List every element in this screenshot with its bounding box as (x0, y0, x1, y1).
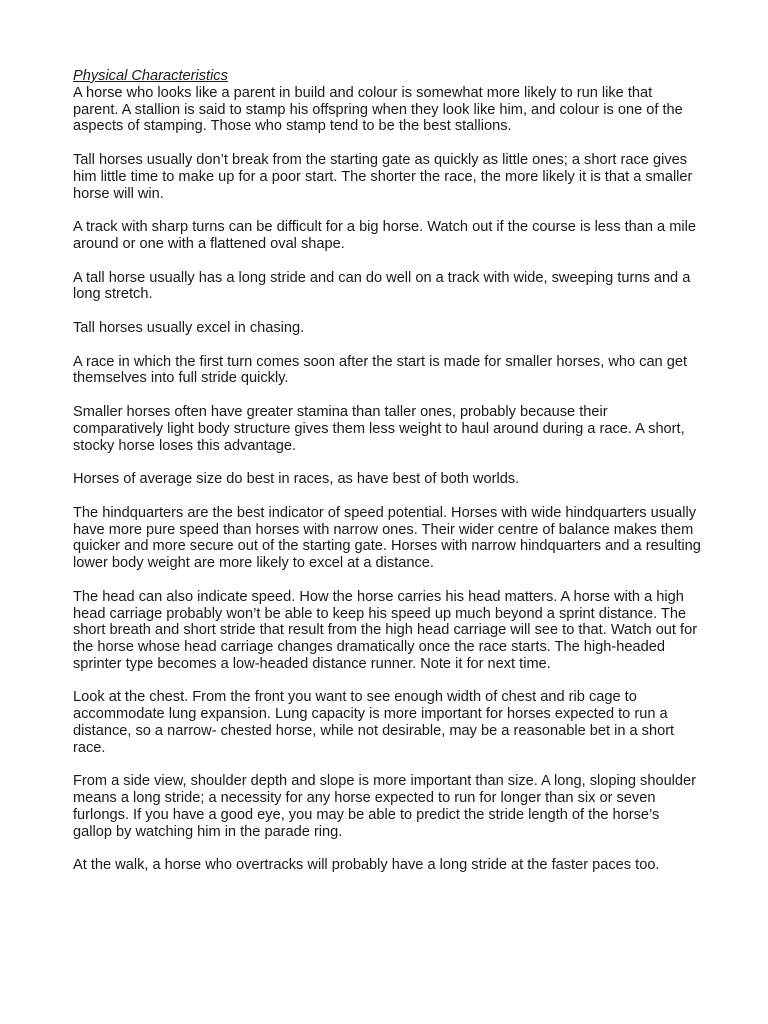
paragraph-long-stride: A tall horse usually has a long stride and can do well on a track with wide, sweeping turns and a long stretch. (73, 269, 691, 303)
paragraph-parent-resemblance: A horse who looks like a parent in build and colour is somewhat more likely to run like that parent. A stallion is said to stamp his offspring when they look like him, and colour is one of the aspects of stamping. Those who stamp tend to be the best stallions. (73, 84, 683, 135)
paragraph-head-carriage: The head can also indicate speed. How the horse carries his head matters. A horse with a high head carriage probably won’t be able to keep his speed up much beyond a sprint distance. The short breath and short stride that result from the high head carriage will see to that. Watch out for the horse whose head carriage changes dramatically once the race starts. The high-headed sprinter type becomes a low-headed distance runner. Note it for next time. (73, 588, 698, 672)
paragraph-tall-horses-gate: Tall horses usually don’t break from the starting gate as quickly as little ones; a short race gives him little time to make up for a poor start. The shorter the race, the more likely it is that a smaller horse will win. (73, 151, 693, 202)
paragraph-average-size: Horses of average size do best in races, as have best of both worlds. (73, 471, 520, 488)
paragraph-first-turn: A race in which the first turn comes soon after the start is made for smaller horses, who can get themselves into full stride quickly. (73, 353, 688, 387)
paragraph-shoulder: From a side view, shoulder depth and slope is more important than size. A long, sloping shoulder means a long stride; a necessity for any horse expected to run for longer than six or seven furlongs. If you have a good eye, you may be able to predict the stride length of the horse’s gallop by watching him in the parade ring. (73, 773, 697, 840)
paragraph-chasing: Tall horses usually excel in chasing. (73, 319, 305, 336)
section-heading: Physical Characteristics (73, 68, 228, 84)
document-page (73, 68, 701, 891)
paragraph-sharp-turns: A track with sharp turns can be difficult for a big horse. Watch out if the course is less than a mile around or one with a flattened oval shape. (73, 219, 696, 252)
paragraph-hindquarters: The hindquarters are the best indicator of speed potential. Horses with wide hindquarters usually have more pure speed than horses with narrow ones. Their wider centre of balance makes them quicker and more secure out of the starting gate. Horses with narrow hindquarters and a resulting lower body weight are more likely to excel at a distance. (73, 504, 701, 572)
paragraph-chest: Look at the chest. From the front you want to see enough width of chest and rib cage to accommodate lung expansion. Lung capacity is more important for horses expected to run a distance, so a narrow- chested horse, while not desirable, may be a reasonable bet in a short race. (73, 689, 675, 756)
paragraph-stamina: Smaller horses often have greater stamina than taller ones, probably because their comparatively light body structure gives them less weight to haul around during a race. A short, stocky horse loses this advantage. (73, 403, 685, 454)
paragraph-overtracks: At the walk, a horse who overtracks will probably have a long stride at the faster paces too. (73, 857, 660, 874)
